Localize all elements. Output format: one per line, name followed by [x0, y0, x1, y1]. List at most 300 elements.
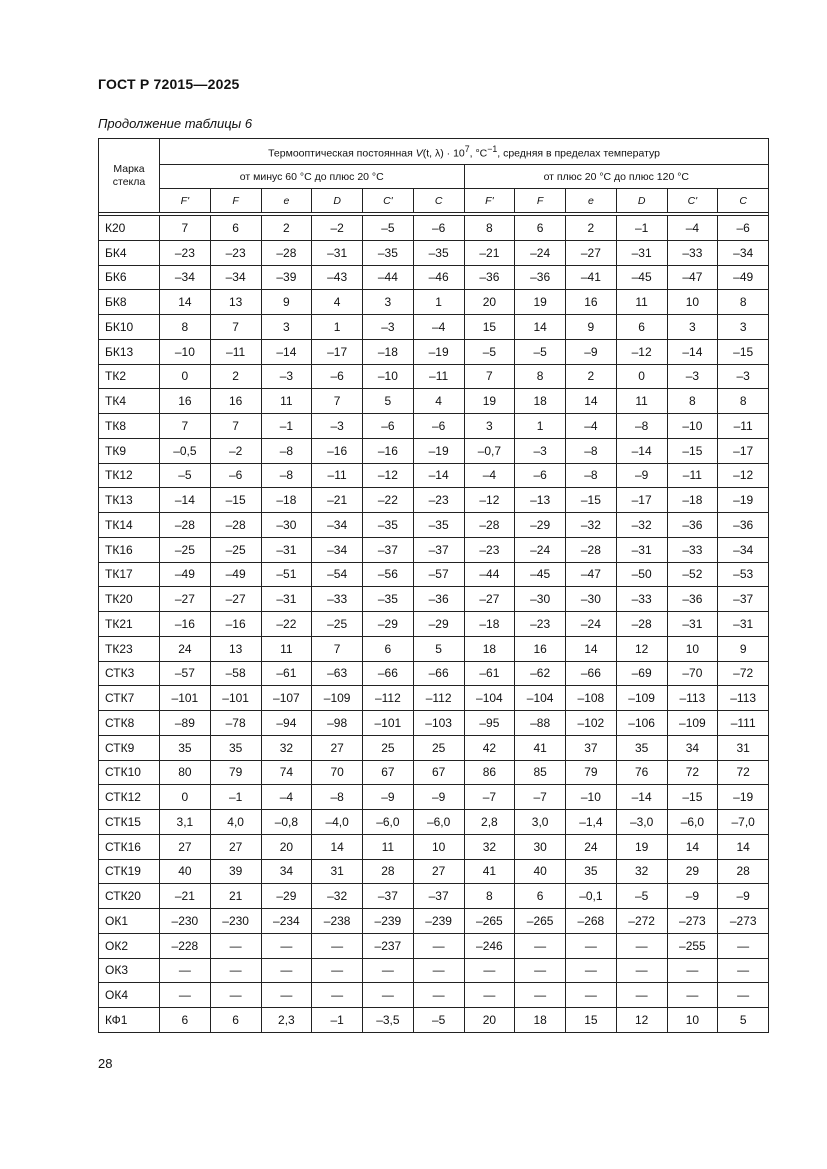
value-cell: 5 — [363, 389, 414, 414]
line-symbol-header: F — [210, 189, 261, 213]
value-cell: –33 — [667, 537, 718, 562]
value-cell: –3 — [667, 364, 718, 389]
value-cell: –19 — [413, 339, 464, 364]
value-cell: –37 — [413, 884, 464, 909]
value-cell: –5 — [464, 339, 515, 364]
value-cell: — — [616, 983, 667, 1008]
value-cell: 85 — [515, 760, 566, 785]
value-cell: — — [464, 958, 515, 983]
value-cell: — — [363, 983, 414, 1008]
value-cell: 11 — [616, 389, 667, 414]
glass-mark-cell: ТК4 — [99, 389, 160, 414]
table-row — [99, 463, 769, 488]
value-cell: –37 — [363, 884, 414, 909]
value-cell: –109 — [667, 711, 718, 736]
value-cell: –12 — [363, 463, 414, 488]
value-cell: 27 — [312, 735, 363, 760]
value-cell: –10 — [363, 364, 414, 389]
value-cell: –6 — [210, 463, 261, 488]
value-cell: –36 — [667, 513, 718, 538]
value-cell: 12 — [616, 636, 667, 661]
table-row — [99, 339, 769, 364]
value-cell: –36 — [464, 265, 515, 290]
value-cell: 21 — [210, 884, 261, 909]
table-row — [99, 488, 769, 513]
value-cell: –18 — [667, 488, 718, 513]
value-cell: –273 — [718, 909, 769, 934]
glass-mark-cell: ТК21 — [99, 612, 160, 637]
value-cell: –23 — [515, 612, 566, 637]
value-cell: 24 — [160, 636, 211, 661]
value-cell: 6 — [210, 216, 261, 241]
value-cell: 41 — [515, 735, 566, 760]
value-cell: 16 — [566, 290, 617, 315]
value-cell: 42 — [464, 735, 515, 760]
table-row — [99, 389, 769, 414]
value-cell: –19 — [413, 438, 464, 463]
value-cell: –32 — [312, 884, 363, 909]
value-cell: 18 — [515, 389, 566, 414]
value-cell: –50 — [616, 562, 667, 587]
value-cell: –61 — [464, 661, 515, 686]
value-cell: 13 — [210, 290, 261, 315]
value-cell: 15 — [464, 315, 515, 340]
value-cell: –112 — [363, 686, 414, 711]
value-cell: 35 — [616, 735, 667, 760]
value-cell: 70 — [312, 760, 363, 785]
value-cell: –11 — [312, 463, 363, 488]
value-cell: 86 — [464, 760, 515, 785]
value-cell: 24 — [566, 834, 617, 859]
glass-mark-cell: БК10 — [99, 315, 160, 340]
value-cell: 28 — [363, 859, 414, 884]
value-cell: –45 — [616, 265, 667, 290]
value-cell: –106 — [616, 711, 667, 736]
value-cell: –1 — [616, 216, 667, 241]
value-cell: 3 — [464, 414, 515, 439]
value-cell: 3 — [363, 290, 414, 315]
value-cell: 0 — [616, 364, 667, 389]
value-cell: –8 — [261, 438, 312, 463]
value-cell: –5 — [363, 216, 414, 241]
value-cell: –21 — [312, 488, 363, 513]
value-cell: –28 — [160, 513, 211, 538]
value-cell: 3,0 — [515, 810, 566, 835]
value-cell: –31 — [261, 587, 312, 612]
value-cell: –58 — [210, 661, 261, 686]
value-cell: 9 — [261, 290, 312, 315]
value-cell: –9 — [616, 463, 667, 488]
value-cell: –14 — [413, 463, 464, 488]
value-cell: –72 — [718, 661, 769, 686]
value-cell: –35 — [363, 240, 414, 265]
value-cell: –3,5 — [363, 1008, 414, 1033]
value-cell: –8 — [566, 438, 617, 463]
value-cell: –46 — [413, 265, 464, 290]
line-symbol-header: C' — [363, 189, 414, 213]
value-cell: –41 — [566, 265, 617, 290]
value-cell: — — [616, 933, 667, 958]
value-cell: 6 — [515, 216, 566, 241]
value-cell: –6 — [363, 414, 414, 439]
value-cell: –3 — [515, 438, 566, 463]
value-cell: 0 — [160, 785, 211, 810]
value-cell: –34 — [312, 513, 363, 538]
value-cell: — — [718, 958, 769, 983]
value-cell: –23 — [210, 240, 261, 265]
value-cell: –5 — [616, 884, 667, 909]
value-cell: –53 — [718, 562, 769, 587]
line-symbol-header: e — [566, 189, 617, 213]
value-cell: –21 — [464, 240, 515, 265]
value-cell: 11 — [363, 834, 414, 859]
value-cell: 80 — [160, 760, 211, 785]
value-cell: –47 — [667, 265, 718, 290]
value-cell: –10 — [566, 785, 617, 810]
value-cell: –18 — [464, 612, 515, 637]
value-cell: 3 — [261, 315, 312, 340]
value-cell: –34 — [718, 537, 769, 562]
value-cell: 32 — [616, 859, 667, 884]
value-cell: –78 — [210, 711, 261, 736]
value-cell: 35 — [566, 859, 617, 884]
value-cell: –57 — [160, 661, 211, 686]
value-cell: –31 — [667, 612, 718, 637]
value-cell: –37 — [718, 587, 769, 612]
glass-mark-cell: СТК9 — [99, 735, 160, 760]
value-cell: 8 — [464, 216, 515, 241]
value-cell: 29 — [667, 859, 718, 884]
value-cell: –239 — [413, 909, 464, 934]
value-cell: — — [566, 958, 617, 983]
value-cell: — — [667, 958, 718, 983]
value-cell: –23 — [160, 240, 211, 265]
value-cell: 20 — [261, 834, 312, 859]
value-cell: –255 — [667, 933, 718, 958]
value-cell: –33 — [312, 587, 363, 612]
glass-mark-cell: ТК20 — [99, 587, 160, 612]
value-cell: –101 — [210, 686, 261, 711]
value-cell: –3 — [718, 364, 769, 389]
value-cell: –47 — [566, 562, 617, 587]
value-cell: –98 — [312, 711, 363, 736]
value-cell: — — [718, 933, 769, 958]
value-cell: –27 — [210, 587, 261, 612]
glass-mark-cell: СТК20 — [99, 884, 160, 909]
value-cell: –5 — [413, 1008, 464, 1033]
value-cell: –36 — [515, 265, 566, 290]
value-cell: –33 — [616, 587, 667, 612]
value-cell: 7 — [210, 414, 261, 439]
value-cell: 10 — [667, 290, 718, 315]
value-cell: –24 — [515, 537, 566, 562]
line-symbol-header: C — [413, 189, 464, 213]
value-cell: –25 — [160, 537, 211, 562]
value-cell: –15 — [566, 488, 617, 513]
value-cell: 19 — [616, 834, 667, 859]
value-cell: –28 — [464, 513, 515, 538]
value-cell: –3 — [261, 364, 312, 389]
value-cell: 10 — [667, 1008, 718, 1033]
value-cell: –101 — [160, 686, 211, 711]
value-cell: –29 — [261, 884, 312, 909]
value-cell: –24 — [566, 612, 617, 637]
value-cell: — — [363, 958, 414, 983]
glass-mark-cell: КФ1 — [99, 1008, 160, 1033]
line-symbol-header: F' — [160, 189, 211, 213]
value-cell: –10 — [667, 414, 718, 439]
header-row-symbols — [99, 189, 769, 213]
value-cell: 2 — [210, 364, 261, 389]
value-cell: 28 — [718, 859, 769, 884]
table-row — [99, 562, 769, 587]
value-cell: –27 — [464, 587, 515, 612]
value-cell: 14 — [718, 834, 769, 859]
value-cell: 27 — [413, 859, 464, 884]
value-cell: –4 — [413, 315, 464, 340]
value-cell: — — [515, 933, 566, 958]
glass-mark-cell: ТК2 — [99, 364, 160, 389]
value-cell: 0 — [160, 364, 211, 389]
value-cell: –102 — [566, 711, 617, 736]
value-cell: 11 — [261, 389, 312, 414]
value-cell: –43 — [312, 265, 363, 290]
value-cell: –28 — [261, 240, 312, 265]
value-cell: –49 — [210, 562, 261, 587]
value-cell: –52 — [667, 562, 718, 587]
value-cell: 19 — [515, 290, 566, 315]
table-row — [99, 958, 769, 983]
value-cell: –6 — [312, 364, 363, 389]
value-cell: –17 — [312, 339, 363, 364]
value-cell: 20 — [464, 1008, 515, 1033]
table-row — [99, 711, 769, 736]
value-cell: –70 — [667, 661, 718, 686]
value-cell: –14 — [616, 438, 667, 463]
value-cell: –34 — [160, 265, 211, 290]
value-cell: –9 — [566, 339, 617, 364]
value-cell: –265 — [515, 909, 566, 934]
glass-mark-cell: ТК9 — [99, 438, 160, 463]
value-cell: –6 — [413, 414, 464, 439]
value-cell: –9 — [667, 884, 718, 909]
glass-mark-cell: СТК10 — [99, 760, 160, 785]
corner-header: Марка стекла — [99, 139, 160, 213]
value-cell: 14 — [566, 636, 617, 661]
value-cell: –107 — [261, 686, 312, 711]
value-cell: –29 — [515, 513, 566, 538]
value-cell: –16 — [160, 612, 211, 637]
value-cell: 7 — [160, 216, 211, 241]
value-cell: –44 — [464, 562, 515, 587]
value-cell: –39 — [261, 265, 312, 290]
value-cell: –238 — [312, 909, 363, 934]
value-cell: 67 — [413, 760, 464, 785]
value-cell: –234 — [261, 909, 312, 934]
value-cell: –3,0 — [616, 810, 667, 835]
value-cell: –268 — [566, 909, 617, 934]
table-row — [99, 364, 769, 389]
value-cell: 3,1 — [160, 810, 211, 835]
value-cell: –0,7 — [464, 438, 515, 463]
value-cell: –23 — [413, 488, 464, 513]
value-cell: –17 — [718, 438, 769, 463]
value-cell: –3 — [312, 414, 363, 439]
value-cell: 40 — [515, 859, 566, 884]
value-cell: –12 — [616, 339, 667, 364]
glass-mark-cell: ТК8 — [99, 414, 160, 439]
value-cell: — — [413, 933, 464, 958]
glass-mark-cell: БК8 — [99, 290, 160, 315]
value-cell: –8 — [261, 463, 312, 488]
table-row — [99, 290, 769, 315]
value-cell: –30 — [261, 513, 312, 538]
value-cell: –6 — [413, 216, 464, 241]
value-cell: 8 — [718, 290, 769, 315]
value-cell: –5 — [160, 463, 211, 488]
table-row — [99, 983, 769, 1008]
value-cell: 20 — [464, 290, 515, 315]
value-cell: –36 — [667, 587, 718, 612]
value-cell: –28 — [616, 612, 667, 637]
value-cell: 5 — [413, 636, 464, 661]
value-cell: 7 — [312, 636, 363, 661]
table-row — [99, 884, 769, 909]
value-cell: –18 — [261, 488, 312, 513]
glass-mark-cell: ОК2 — [99, 933, 160, 958]
value-cell: –11 — [718, 414, 769, 439]
table-row — [99, 612, 769, 637]
value-cell: 6 — [160, 1008, 211, 1033]
value-cell: 27 — [160, 834, 211, 859]
value-cell: –36 — [718, 513, 769, 538]
value-cell: –57 — [413, 562, 464, 587]
page-number: 28 — [98, 1056, 113, 1071]
table-row — [99, 859, 769, 884]
value-cell: 18 — [515, 1008, 566, 1033]
value-cell: 1 — [312, 315, 363, 340]
line-symbol-header: e — [261, 189, 312, 213]
value-cell: –22 — [261, 612, 312, 637]
glass-mark-cell: БК13 — [99, 339, 160, 364]
value-cell: 6 — [210, 1008, 261, 1033]
value-cell: 2,8 — [464, 810, 515, 835]
value-cell: –29 — [413, 612, 464, 637]
value-cell: 34 — [261, 859, 312, 884]
value-cell: –0,5 — [160, 438, 211, 463]
value-cell: –31 — [718, 612, 769, 637]
value-cell: –4 — [261, 785, 312, 810]
value-cell: 4 — [312, 290, 363, 315]
value-cell: –8 — [566, 463, 617, 488]
table-row — [99, 636, 769, 661]
table-row — [99, 414, 769, 439]
value-cell: — — [312, 958, 363, 983]
value-cell: –15 — [667, 438, 718, 463]
glass-mark-cell: ТК14 — [99, 513, 160, 538]
value-cell: –14 — [667, 339, 718, 364]
glass-mark-cell: СТК12 — [99, 785, 160, 810]
value-cell: –108 — [566, 686, 617, 711]
glass-mark-cell: ТК17 — [99, 562, 160, 587]
value-cell: –109 — [616, 686, 667, 711]
value-cell: –9 — [363, 785, 414, 810]
value-cell: — — [210, 958, 261, 983]
value-cell: –1 — [210, 785, 261, 810]
value-cell: –28 — [566, 537, 617, 562]
value-cell: 25 — [413, 735, 464, 760]
value-cell: –265 — [464, 909, 515, 934]
value-cell: 14 — [566, 389, 617, 414]
value-cell: 5 — [718, 1008, 769, 1033]
glass-mark-cell: ТК16 — [99, 537, 160, 562]
value-cell: 10 — [667, 636, 718, 661]
glass-mark-cell: ОК3 — [99, 958, 160, 983]
value-cell: 15 — [566, 1008, 617, 1033]
value-cell: –18 — [363, 339, 414, 364]
value-cell: –63 — [312, 661, 363, 686]
value-cell: — — [515, 958, 566, 983]
value-cell: –23 — [464, 537, 515, 562]
value-cell: –11 — [413, 364, 464, 389]
value-cell: –4,0 — [312, 810, 363, 835]
value-cell: 2,3 — [261, 1008, 312, 1033]
value-cell: — — [210, 983, 261, 1008]
value-cell: –6 — [718, 216, 769, 241]
value-cell: –66 — [363, 661, 414, 686]
value-cell: –8 — [312, 785, 363, 810]
table-row — [99, 1008, 769, 1033]
value-cell: –246 — [464, 933, 515, 958]
quantity-header: Термооптическая постоянная V(t, $\lambda) \cdot 10^7$, $^\circ C^{-1}$, средняя в пределах температур — [160, 139, 769, 165]
value-cell: — — [312, 933, 363, 958]
value-cell: –104 — [464, 686, 515, 711]
value-cell: –2 — [312, 216, 363, 241]
value-cell: –10 — [160, 339, 211, 364]
value-cell: –12 — [718, 463, 769, 488]
value-cell: — — [261, 958, 312, 983]
value-cell: –32 — [566, 513, 617, 538]
value-cell: 37 — [566, 735, 617, 760]
document-title: ГОСТ Р 72015—2025 — [98, 76, 240, 92]
value-cell: –109 — [312, 686, 363, 711]
line-symbol-header: C' — [667, 189, 718, 213]
value-cell: — — [616, 958, 667, 983]
value-cell: –61 — [261, 661, 312, 686]
value-cell: –14 — [160, 488, 211, 513]
value-cell: –4 — [464, 463, 515, 488]
value-cell: –27 — [160, 587, 211, 612]
value-cell: 18 — [464, 636, 515, 661]
glass-mark-cell: СТК7 — [99, 686, 160, 711]
value-cell: –8 — [616, 414, 667, 439]
glass-mark-cell: ОК4 — [99, 983, 160, 1008]
value-cell: 32 — [261, 735, 312, 760]
value-cell: –29 — [363, 612, 414, 637]
value-cell: 19 — [464, 389, 515, 414]
value-cell: –16 — [312, 438, 363, 463]
value-cell: 8 — [160, 315, 211, 340]
value-cell: 25 — [363, 735, 414, 760]
value-cell: –34 — [718, 240, 769, 265]
value-cell: –66 — [566, 661, 617, 686]
value-cell: –94 — [261, 711, 312, 736]
header-row-ranges — [99, 165, 769, 189]
value-cell: –35 — [363, 587, 414, 612]
value-cell: –66 — [413, 661, 464, 686]
value-cell: –35 — [413, 513, 464, 538]
value-cell: –101 — [363, 711, 414, 736]
